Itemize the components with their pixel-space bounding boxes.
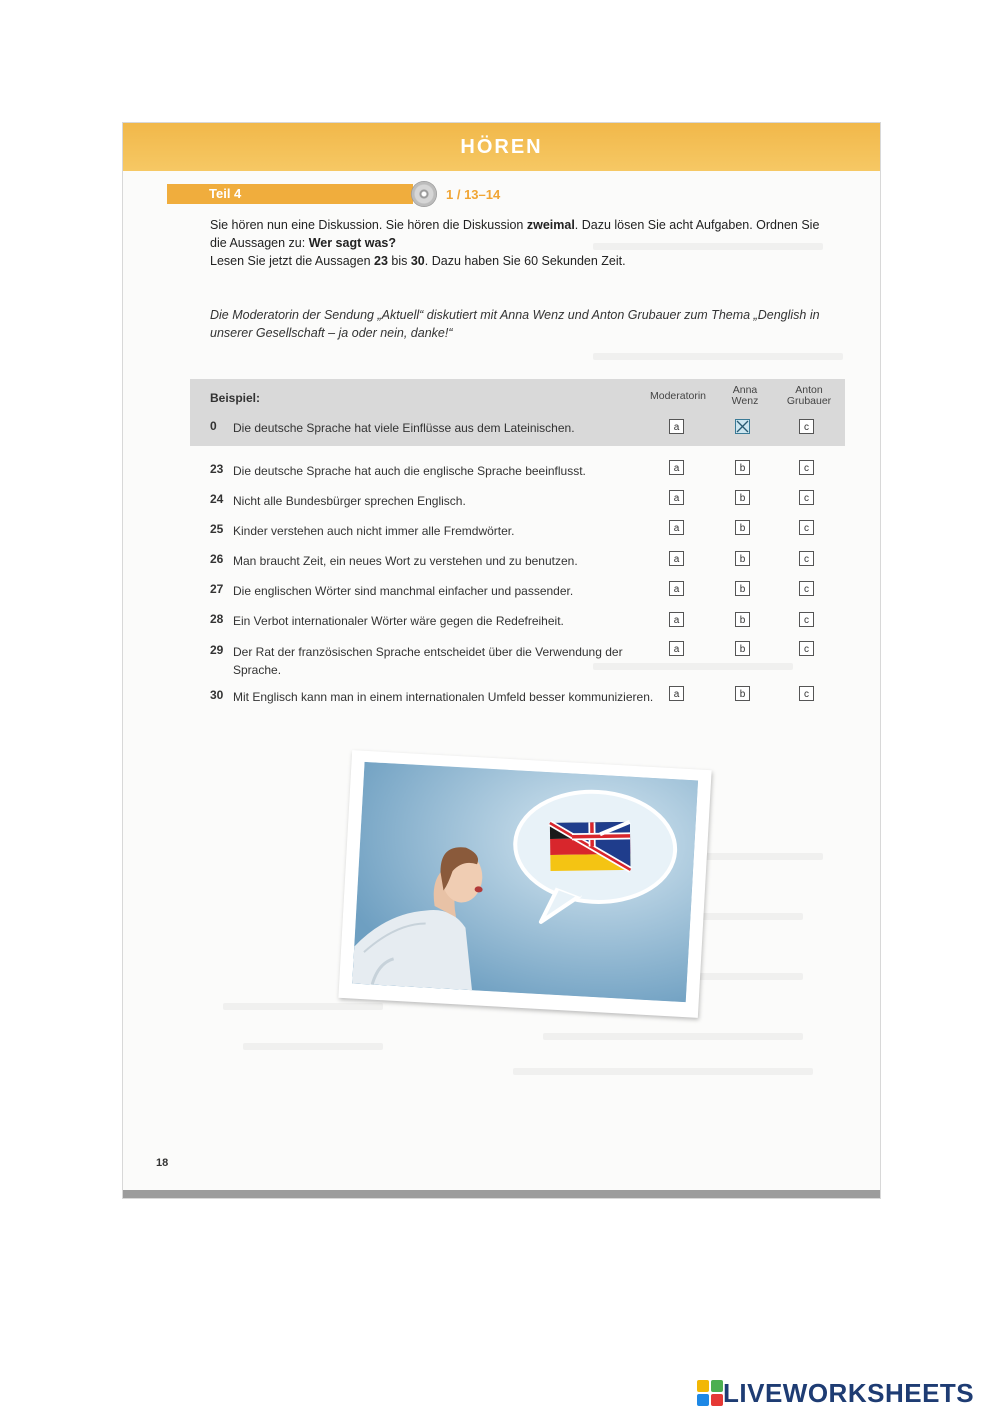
- instruction-text: Sie hören nun eine Diskussion. Sie hören die Diskussion: [210, 218, 527, 232]
- answer-checkbox-a[interactable]: a: [669, 581, 684, 596]
- statement-text: Nicht alle Bundesbürger sprechen Englisch.: [233, 494, 466, 508]
- instruction-emphasis: 23: [374, 254, 388, 268]
- instruction-text: bis: [387, 254, 411, 268]
- instruction-emphasis: zweimal: [526, 218, 575, 232]
- liveworksheets-logo[interactable]: [697, 1378, 974, 1408]
- example-label: Beispiel:: [210, 391, 261, 405]
- example-option-b-checked: [735, 419, 750, 434]
- cd-audio-icon: [411, 181, 437, 207]
- answer-checkbox-a[interactable]: a: [669, 641, 684, 656]
- show-through-line: [223, 1003, 383, 1010]
- show-through-line: [543, 1033, 803, 1040]
- answer-checkbox-b[interactable]: b: [735, 641, 750, 656]
- item-number: 0: [210, 419, 217, 433]
- item-number: 25: [210, 522, 224, 536]
- statement-text: Der Rat der französischen Sprache entscheidet über die Verwendung der Sprache.: [233, 645, 623, 677]
- answer-checkbox-c[interactable]: c: [799, 612, 814, 627]
- column-header-moderatorin: [641, 391, 715, 402]
- instruction-text: Lesen Sie jetzt die Aussagen: [210, 254, 375, 268]
- answer-checkbox-c[interactable]: c: [799, 520, 814, 535]
- column-header-line: Moderatorin: [649, 390, 707, 402]
- column-header-anna-wenz: [715, 385, 775, 407]
- answer-checkbox-b[interactable]: b: [735, 460, 750, 475]
- statement-text: Man braucht Zeit, ein neues Wort zu verstehen und zu benutzen.: [233, 554, 578, 568]
- answer-checkbox-b[interactable]: b: [735, 581, 750, 596]
- instruction-text: . Dazu haben Sie 60 Sekunden Zeit.: [424, 254, 626, 268]
- audio-track-label: 1 / 13–14: [446, 187, 501, 202]
- task-instructions: [210, 216, 834, 270]
- item-number: 23: [210, 462, 224, 476]
- liveworksheets-logo-icon: [697, 1380, 723, 1406]
- page-edge: [123, 1190, 880, 1198]
- answer-checkbox-b[interactable]: b: [735, 686, 750, 701]
- statement-text: Die deutsche Sprache hat viele Einflüsse aus dem Lateinischen.: [233, 421, 575, 435]
- discussion-intro: Die Moderatorin der Sendung „Aktuell“ diskutiert mit Anna Wenz und Anton Grubauer zum Thema „Denglish in unserer Gesellschaft – ja oder nein, danke!“: [210, 308, 820, 340]
- example-option-a: a: [669, 419, 684, 434]
- answer-checkbox-c[interactable]: c: [799, 641, 814, 656]
- answer-checkbox-a[interactable]: a: [669, 490, 684, 505]
- statement-text: Die englischen Wörter sind manchmal einfacher und passender.: [233, 584, 574, 598]
- instruction-emphasis: 30: [410, 254, 425, 268]
- answer-checkbox-c[interactable]: c: [799, 686, 814, 701]
- column-header-line: Anton: [795, 384, 823, 396]
- show-through-line: [593, 353, 843, 360]
- answer-checkbox-a[interactable]: a: [669, 520, 684, 535]
- statement-text: Die deutsche Sprache hat auch die englische Sprache beeinflusst.: [233, 464, 586, 478]
- show-through-line: [243, 1043, 383, 1050]
- logo-text: LIVEWORKSHEETS: [723, 1377, 975, 1408]
- answer-checkbox-c[interactable]: c: [799, 490, 814, 505]
- example-option-c: c: [799, 419, 814, 434]
- column-header-line: Grubauer: [786, 395, 832, 407]
- column-header-anton-grubauer: [779, 385, 839, 407]
- instruction-text: . Dazu lösen Sie acht Aufgaben. Ordnen Sie die Aussagen zu:: [210, 218, 820, 250]
- worksheet-page: [123, 123, 880, 1198]
- answer-checkbox-b[interactable]: b: [735, 612, 750, 627]
- page-number: 18: [156, 1157, 169, 1169]
- answer-checkbox-c[interactable]: c: [799, 460, 814, 475]
- item-number: 28: [210, 612, 224, 626]
- german-uk-flag-icon: [550, 822, 631, 871]
- column-header-line: Wenz: [731, 395, 759, 407]
- illustration: [352, 762, 698, 1002]
- answer-checkbox-a[interactable]: a: [669, 460, 684, 475]
- item-number: 30: [210, 688, 224, 702]
- answer-checkbox-a[interactable]: a: [669, 686, 684, 701]
- answer-checkbox-c[interactable]: c: [799, 581, 814, 596]
- statement-text: Mit Englisch kann man in einem internationalen Umfeld besser kommunizieren.: [233, 690, 654, 704]
- statement-text: Ein Verbot internationaler Wörter wäre gegen die Redefreiheit.: [233, 614, 564, 628]
- part-label-bar: [167, 184, 413, 204]
- answer-checkbox-b[interactable]: b: [735, 490, 750, 505]
- item-number: 24: [210, 492, 224, 506]
- item-number: 27: [210, 582, 224, 596]
- check-cross-icon: [736, 420, 749, 433]
- section-title: HÖREN: [460, 135, 543, 158]
- item-number: 29: [210, 643, 224, 657]
- answer-checkbox-b[interactable]: b: [735, 520, 750, 535]
- part-label: Teil 4: [209, 186, 242, 201]
- answer-checkbox-c[interactable]: c: [799, 551, 814, 566]
- answer-checkbox-a[interactable]: a: [669, 612, 684, 627]
- item-number: 26: [210, 552, 224, 566]
- photo-frame: [338, 750, 711, 1018]
- statement-text: Kinder verstehen auch nicht immer alle Fremdwörter.: [233, 524, 515, 538]
- photo-woman-speech-bubble: [352, 762, 698, 1002]
- section-header: [123, 123, 880, 171]
- answer-checkbox-a[interactable]: a: [669, 551, 684, 566]
- column-header-line: Anna: [732, 384, 758, 396]
- show-through-line: [513, 1068, 813, 1075]
- instruction-emphasis: Wer sagt was?: [308, 236, 396, 250]
- answer-checkbox-b[interactable]: b: [735, 551, 750, 566]
